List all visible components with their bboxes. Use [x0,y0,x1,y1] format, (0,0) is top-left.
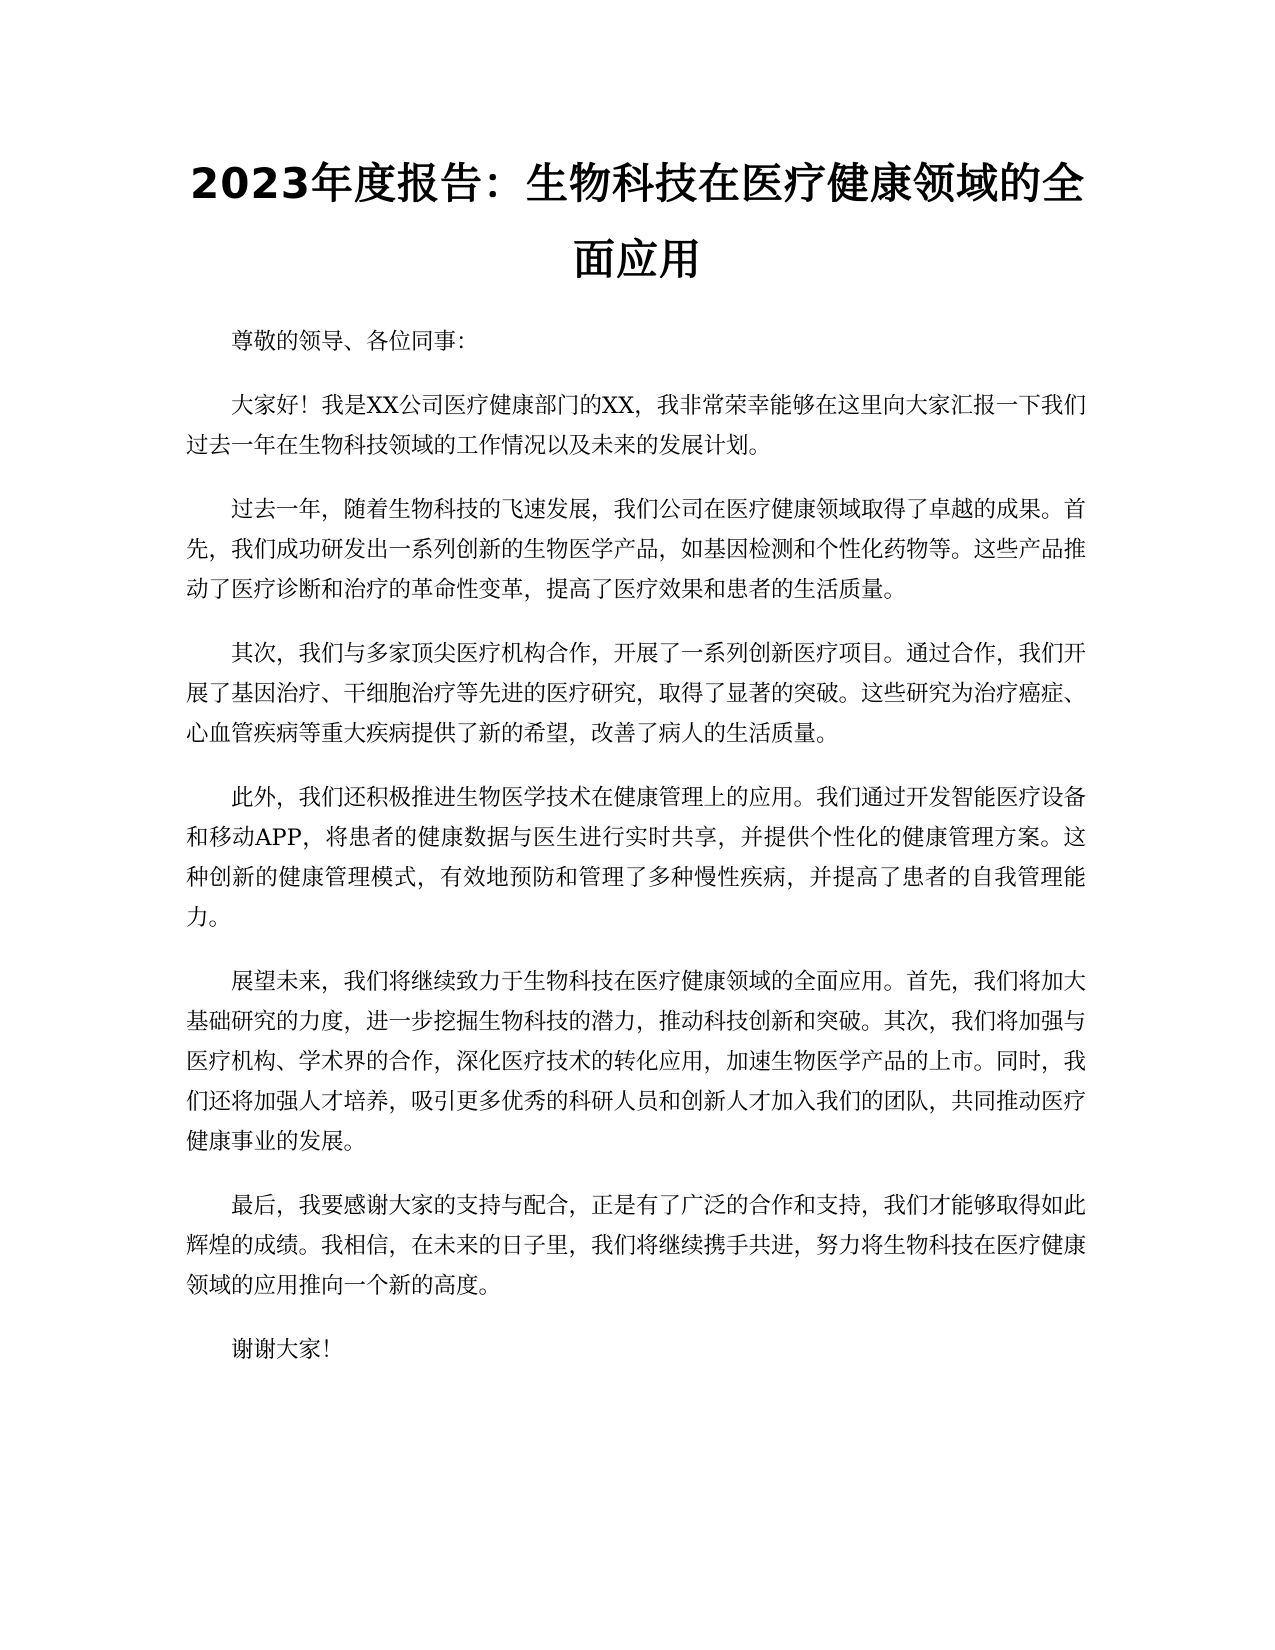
greeting-paragraph: 大家好！我是XX公司医疗健康部门的XX，我非常荣幸能够在这里向大家汇报一下我们过去一年在生物科技领域的工作情况以及未来的发展计划。 [186,393,1086,459]
document-body [186,322,1086,1394]
health-management-paragraph: 此外，我们还积极推进生物医学技术在健康管理上的应用。我们通过开发智能医疗设备和移动APP，将患者的健康数据与医生进行实时共享，并提供个性化的健康管理方案。这种创新的健康管理模式，有效地预防和管理了多种慢性疾病，并提高了患者的自我管理能力。 [186,785,1087,931]
salutation-paragraph: 尊敬的领导、各位同事： [231,329,479,355]
thanks-paragraph: 最后，我要感谢大家的支持与配合，正是有了广泛的合作和支持，我们才能够取得如此辉煌的成绩。我相信，在未来的日子里，我们将继续携手共进，努力将生物科技在医疗健康领域的应用推向一个新的高度。 [186,1193,1087,1299]
document-title: 2023年度报告：生物科技在医疗健康领域的全面应用 [190,159,1085,284]
achievements-paragraph: 过去一年，随着生物科技的飞速发展，我们公司在医疗健康领域取得了卓越的成果。首先，我们成功研发出一系列创新的生物医学产品，如基因检测和个性化药物等。这些产品推动了医疗诊断和治疗的革命性变革，提高了医疗效果和患者的生活质量。 [186,497,1087,603]
closing-paragraph: 谢谢大家！ [231,1337,344,1363]
outlook-paragraph: 展望未来，我们将继续致力于生物科技在医疗健康领域的全面应用。首先，我们将加大基础研究的力度，进一步挖掘生物科技的潜力，推动科技创新和突破。其次，我们将加强与医疗机构、学术界的合作，深化医疗技术的转化应用，加速生物医学产品的上市。同时，我们还将加强人才培养，吸引更多优秀的科研人员和创新人才加入我们的团队，共同推动医疗健康事业的发展。 [186,969,1087,1155]
cooperation-paragraph: 其次，我们与多家顶尖医疗机构合作，开展了一系列创新医疗项目。通过合作，我们开展了基因治疗、干细胞治疗等先进的医疗研究，取得了显著的突破。这些研究为治疗癌症、心血管疾病等重大疾病提供了新的希望，改善了病人的生活质量。 [186,641,1087,747]
